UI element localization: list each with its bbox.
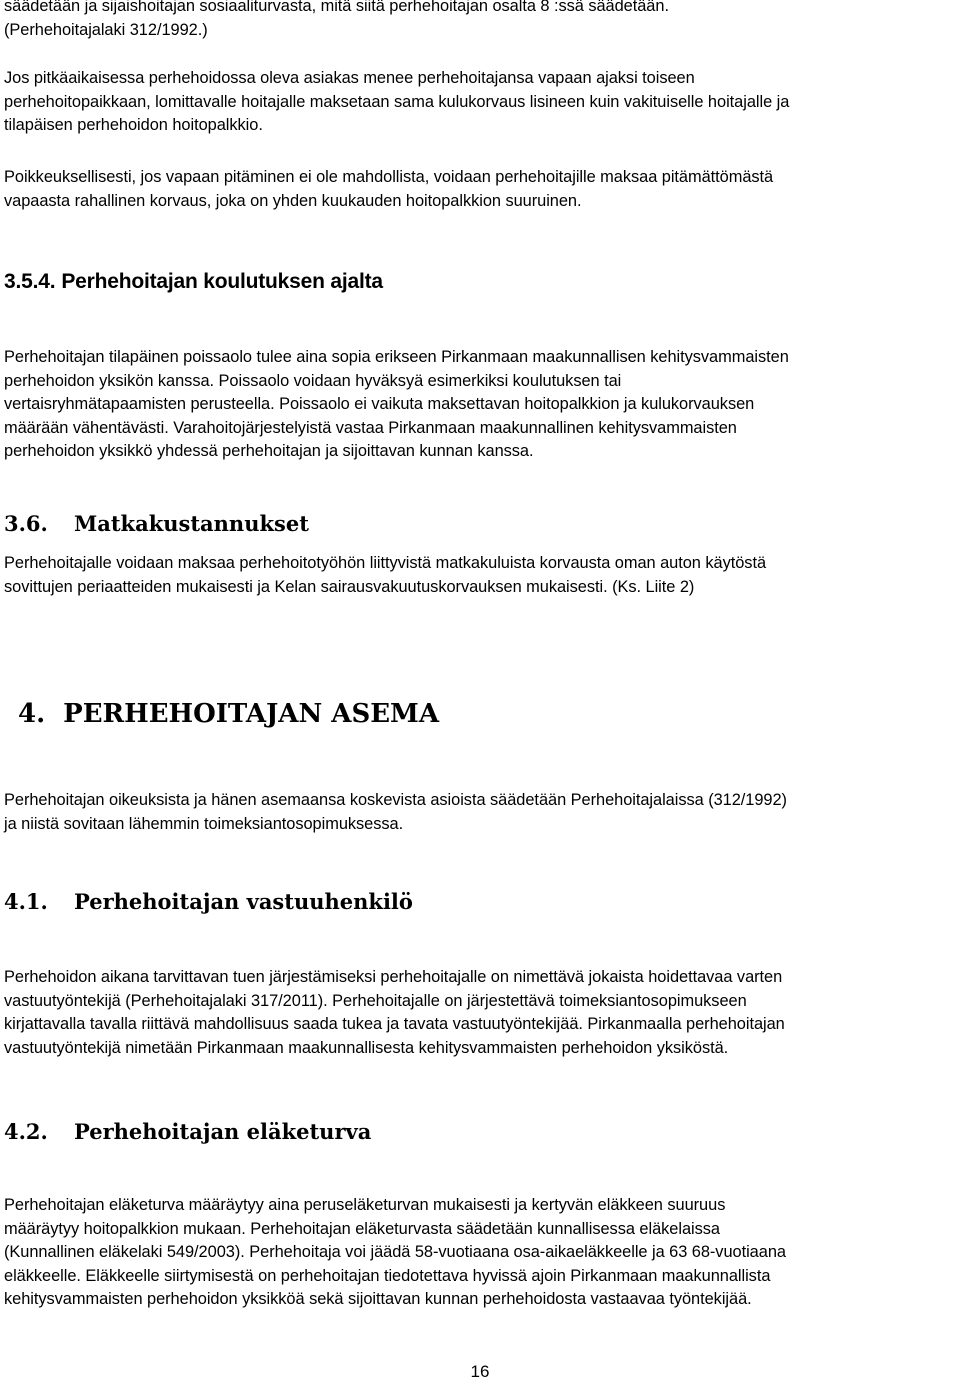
chapter-title: PERHEHOITAJAN ASEMA <box>63 699 440 729</box>
section-heading-3-6 <box>4 510 309 538</box>
paragraph-intro-continued <box>4 0 958 42</box>
text-line: tilapäisen perhehoidon hoitopalkkio. <box>4 116 263 134</box>
section-number: 3.6. <box>4 511 48 536</box>
text-line: ja niistä sovitaan lähemmin toimeksiantosopimuksessa. <box>4 814 404 833</box>
text-line: eläkkeelle. Eläkkeelle siirtymisestä on perhehoitajan tiedotettava hyvissä ajoin Pirkanmaan maakunnallista <box>4 1266 771 1285</box>
text-line: määräytyy hoitopalkkion mukaan. Perhehoitajan eläketurvasta säädetään kunnallisessa eläkelaissa <box>4 1219 720 1238</box>
section-number: 3.5.4. <box>4 270 56 293</box>
section-number: 4.2. <box>4 1119 48 1144</box>
text-line: vapaasta rahallinen korvaus, joka on yhden kuukauden hoitopalkkion suuruinen. <box>4 191 582 210</box>
text-line: Poikkeuksellisesti, jos vapaan pitäminen ei ole mahdollista, voidaan perhehoitajille maksaa pitämättömästä <box>4 168 774 186</box>
paragraph-responsible-worker <box>4 966 958 1060</box>
text-line: vastuutyöntekijä nimetään Pirkanmaan maakunnallisesta kehitysvammaisten perhehoidon yksiköstä. <box>4 1038 729 1057</box>
paragraph-travel-costs <box>4 552 958 599</box>
paragraph-pension <box>4 1194 958 1312</box>
text-line: määrään vähentävästi. Varahoitojärjestelyistä vastaa Pirkanmaan maakunnallinen kehitysvammaisten <box>4 418 737 437</box>
text-line: Perhehoitajan oikeuksista ja hänen asemaansa koskevista asioista säädetään Perhehoitajalaissa (312/1992) <box>4 791 787 809</box>
paragraph-monetary-compensation <box>4 166 958 213</box>
text-line: sovittujen periaatteiden mukaisesti ja Kelan sairausvakuutuskorvauksen mukaisesti. (Ks. Liite 2) <box>4 577 695 596</box>
chapter-heading-4 <box>18 698 439 730</box>
paragraph-training-absence <box>4 346 958 464</box>
text-line: perhehoitopaikkaan, lomittavalle hoitajalle maksetaan sama kulukorvaus lisineen kuin vakituiselle hoitajalle ja <box>4 92 790 111</box>
section-title: Matkakustannukset <box>74 511 309 536</box>
section-title: Perhehoitajan koulutuksen ajalta <box>61 270 383 293</box>
text-line: Perhehoidon aikana tarvittavan tuen järjestämiseksi perhehoitajalle on nimettävä jokaista hoidettavaa varten <box>4 968 783 986</box>
text-line: (Kunnallinen eläkelaki 549/2003). Perhehoitaja voi jäädä 58-vuotiaana osa-aikaeläkkeelle ja 63 68-vuotiaana <box>4 1243 786 1261</box>
text-line: Perhehoitajan tilapäinen poissaolo tulee aina sopia erikseen Pirkanmaan maakunnallisen kehitysvammaisten <box>4 348 789 366</box>
text-line: Perhehoitajalle voidaan maksaa perhehoitotyöhön liittyvistä matkakuluista korvausta oman auton käytöstä <box>4 554 767 572</box>
section-number: 4.1. <box>4 889 48 914</box>
chapter-number: 4. <box>18 699 46 729</box>
section-heading-4-2 <box>4 1118 371 1146</box>
text-line: vastuutyöntekijä (Perhehoitajalaki 317/2011). Perhehoitajalle on järjestettävä toimeksiantosopimukseen <box>4 991 747 1010</box>
text-line: perhehoidon yksikkö yhdessä perhehoitajan ja sijoittavan kunnan kanssa. <box>4 442 534 460</box>
text-line: Perhehoitajan eläketurva määräytyy aina peruseläketurvan mukaisesti ja kertyvän eläkkeen suuruus <box>4 1196 726 1214</box>
paragraph-carer-rights <box>4 789 958 836</box>
text-line: vertaisryhmätapaamisten perusteella. Poissaolo ei vaikuta maksettavan hoitopalkkion ja kulukorvauksen <box>4 395 755 413</box>
text-line: kehitysvammaisten perhehoidon yksikköä sekä sijoittavan kunnan perhehoidosta vastaavaa työntekijää. <box>4 1290 752 1308</box>
text-line: säädetään ja sijaishoitajan sosiaaliturvasta, mitä siitä perhehoitajan osalta 8 :ssä säädetään. <box>4 0 669 15</box>
text-line: perhehoidon yksikön kanssa. Poissaolo voidaan hyväksyä esimerkiksi koulutuksen tai <box>4 371 622 390</box>
paragraph-substitute-carer <box>4 67 958 138</box>
section-title: Perhehoitajan vastuuhenkilö <box>74 889 413 914</box>
section-title: Perhehoitajan eläketurva <box>74 1119 372 1144</box>
section-heading-3-5-4 <box>4 268 383 296</box>
page-number: 16 <box>470 1362 490 1381</box>
text-line: Jos pitkäaikaisessa perhehoidossa oleva asiakas menee perhehoitajansa vapaan ajaksi toiseen <box>4 69 695 87</box>
text-line: kirjattavalla tavalla riittävä mahdollisuus saada tukea ja tavata vastuutyöntekijää. Pirkanmaalla perhehoitajan <box>4 1015 785 1033</box>
text-line: (Perhehoitajalaki 312/1992.) <box>4 20 208 39</box>
section-heading-4-1 <box>4 888 413 916</box>
